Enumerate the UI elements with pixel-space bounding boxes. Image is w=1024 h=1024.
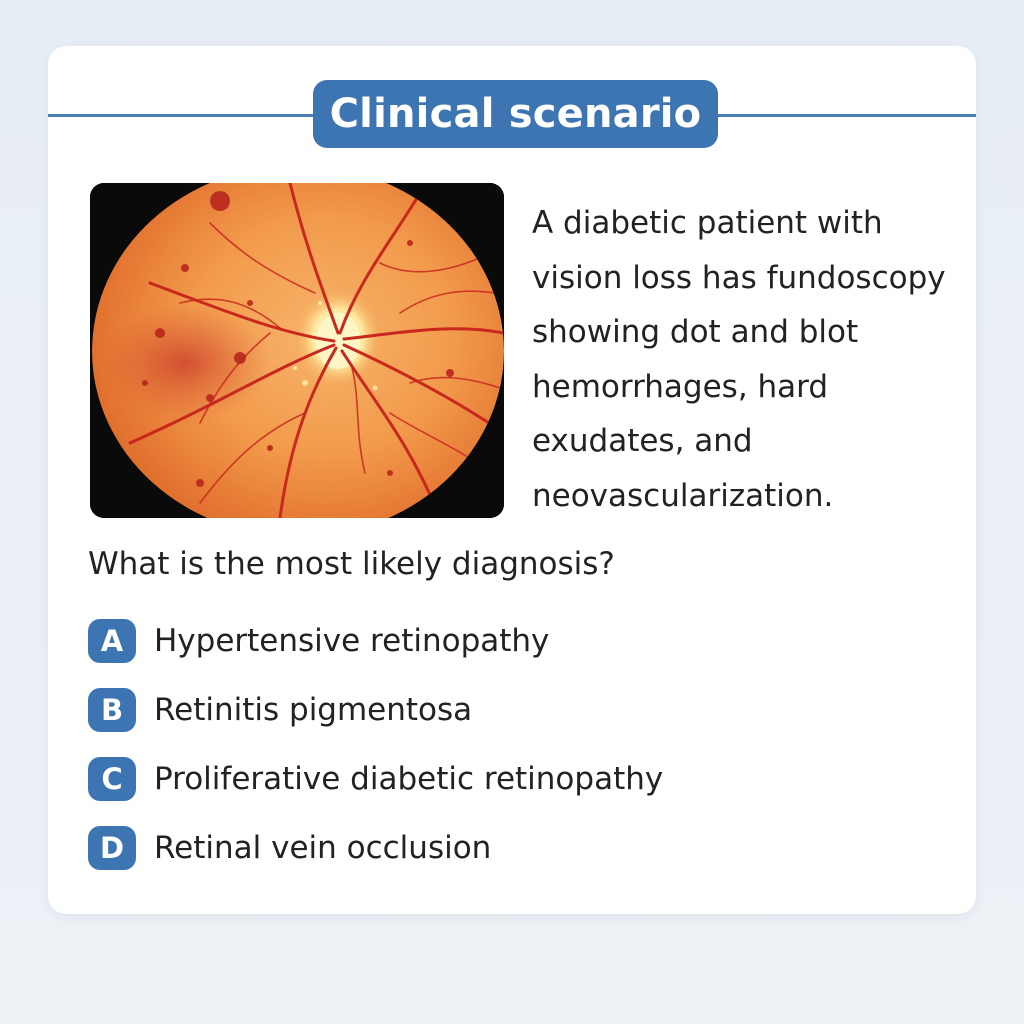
option-label: Hypertensive retinopathy (154, 623, 550, 659)
option-label: Proliferative diabetic retinopathy (154, 761, 664, 797)
option-letter-badge: C (88, 757, 136, 801)
option-b[interactable] (88, 685, 948, 735)
scenario-text: A diabetic patient with vision loss has fundoscopy showing dot and blot hemorrhages, hard exudates, and neovascularization. (532, 205, 946, 514)
fundus-photo-icon (90, 183, 504, 518)
option-a[interactable] (88, 616, 948, 666)
answer-options (88, 616, 948, 892)
option-letter-badge: A (88, 619, 136, 663)
fundus-image (90, 183, 504, 518)
option-letter-badge: B (88, 688, 136, 732)
question-prompt: What is the most likely diagnosis? (88, 546, 615, 582)
option-d[interactable] (88, 823, 948, 873)
question-card (48, 46, 976, 914)
option-letter-badge: D (88, 826, 136, 870)
option-label: Retinal vein occlusion (154, 830, 492, 866)
option-c[interactable] (88, 754, 948, 804)
option-label: Retinitis pigmentosa (154, 692, 473, 728)
section-title: Clinical scenario (313, 80, 718, 148)
